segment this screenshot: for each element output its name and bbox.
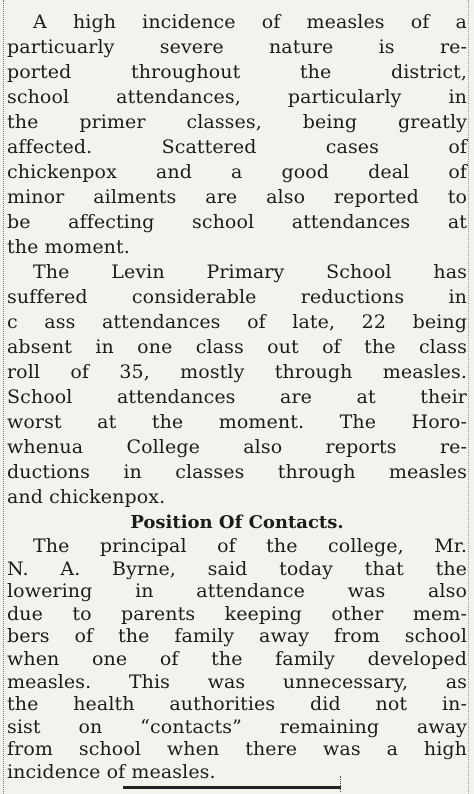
article-line: due to parents keeping other mem- bbox=[7, 602, 467, 625]
article-line: the health authorities did not in- bbox=[7, 693, 467, 716]
column-right-border bbox=[468, 0, 469, 794]
article-line: A high incidence of measles of a bbox=[33, 11, 467, 33]
article-line: ported throughout the district, bbox=[7, 61, 467, 83]
article-line: worst at the moment. The Horo- bbox=[7, 411, 467, 433]
section-heading: Position Of Contacts. bbox=[130, 512, 344, 533]
article-line: and chickenpox. bbox=[7, 486, 166, 508]
article-line: whenua College also reports re- bbox=[7, 436, 467, 458]
column-end-rule bbox=[123, 786, 341, 789]
article-line: be affecting school attendances at bbox=[7, 211, 467, 233]
column-left-border bbox=[3, 0, 4, 794]
article-line: c ass attendances of late, 22 being bbox=[7, 311, 467, 333]
article-line: sist on “contacts” remaining away bbox=[7, 715, 467, 738]
article-line: School attendances are at their bbox=[7, 386, 467, 408]
article-line: the moment. bbox=[7, 236, 130, 258]
article-line: suffered considerable reductions in bbox=[7, 286, 467, 308]
article-line: school attendances, particularly in bbox=[7, 86, 467, 108]
article-line: The principal of the college, Mr. bbox=[33, 535, 467, 557]
article-line: chickenpox and a good deal of bbox=[7, 161, 467, 183]
article-line: particuarly severe nature is re- bbox=[7, 36, 467, 58]
news-column bbox=[7, 0, 467, 794]
article-line: from school when there was a high bbox=[7, 738, 467, 761]
article-line: N. A. Byrne, said today that the bbox=[7, 557, 467, 580]
article-line: roll of 35, mostly through measles. bbox=[7, 361, 467, 383]
article-line: ductions in classes through measles bbox=[7, 461, 467, 483]
divider-dots bbox=[340, 776, 344, 792]
article-line: when one of the family developed bbox=[7, 648, 467, 670]
article-line: absent in one class out of the class bbox=[7, 336, 467, 358]
article-line: affected. Scattered cases of bbox=[7, 136, 467, 158]
article-line: The Levin Primary School has bbox=[33, 261, 467, 283]
article-line: minor ailments are also reported to bbox=[7, 186, 467, 208]
article-line: incidence of measles. bbox=[7, 761, 216, 783]
article-line: bers of the family away from school bbox=[7, 625, 467, 648]
article-line: measles. This was unnecessary, as bbox=[7, 670, 467, 693]
article-line: lowering in attendance was also bbox=[7, 580, 467, 603]
article-line: the primer classes, being greatly bbox=[7, 111, 467, 133]
